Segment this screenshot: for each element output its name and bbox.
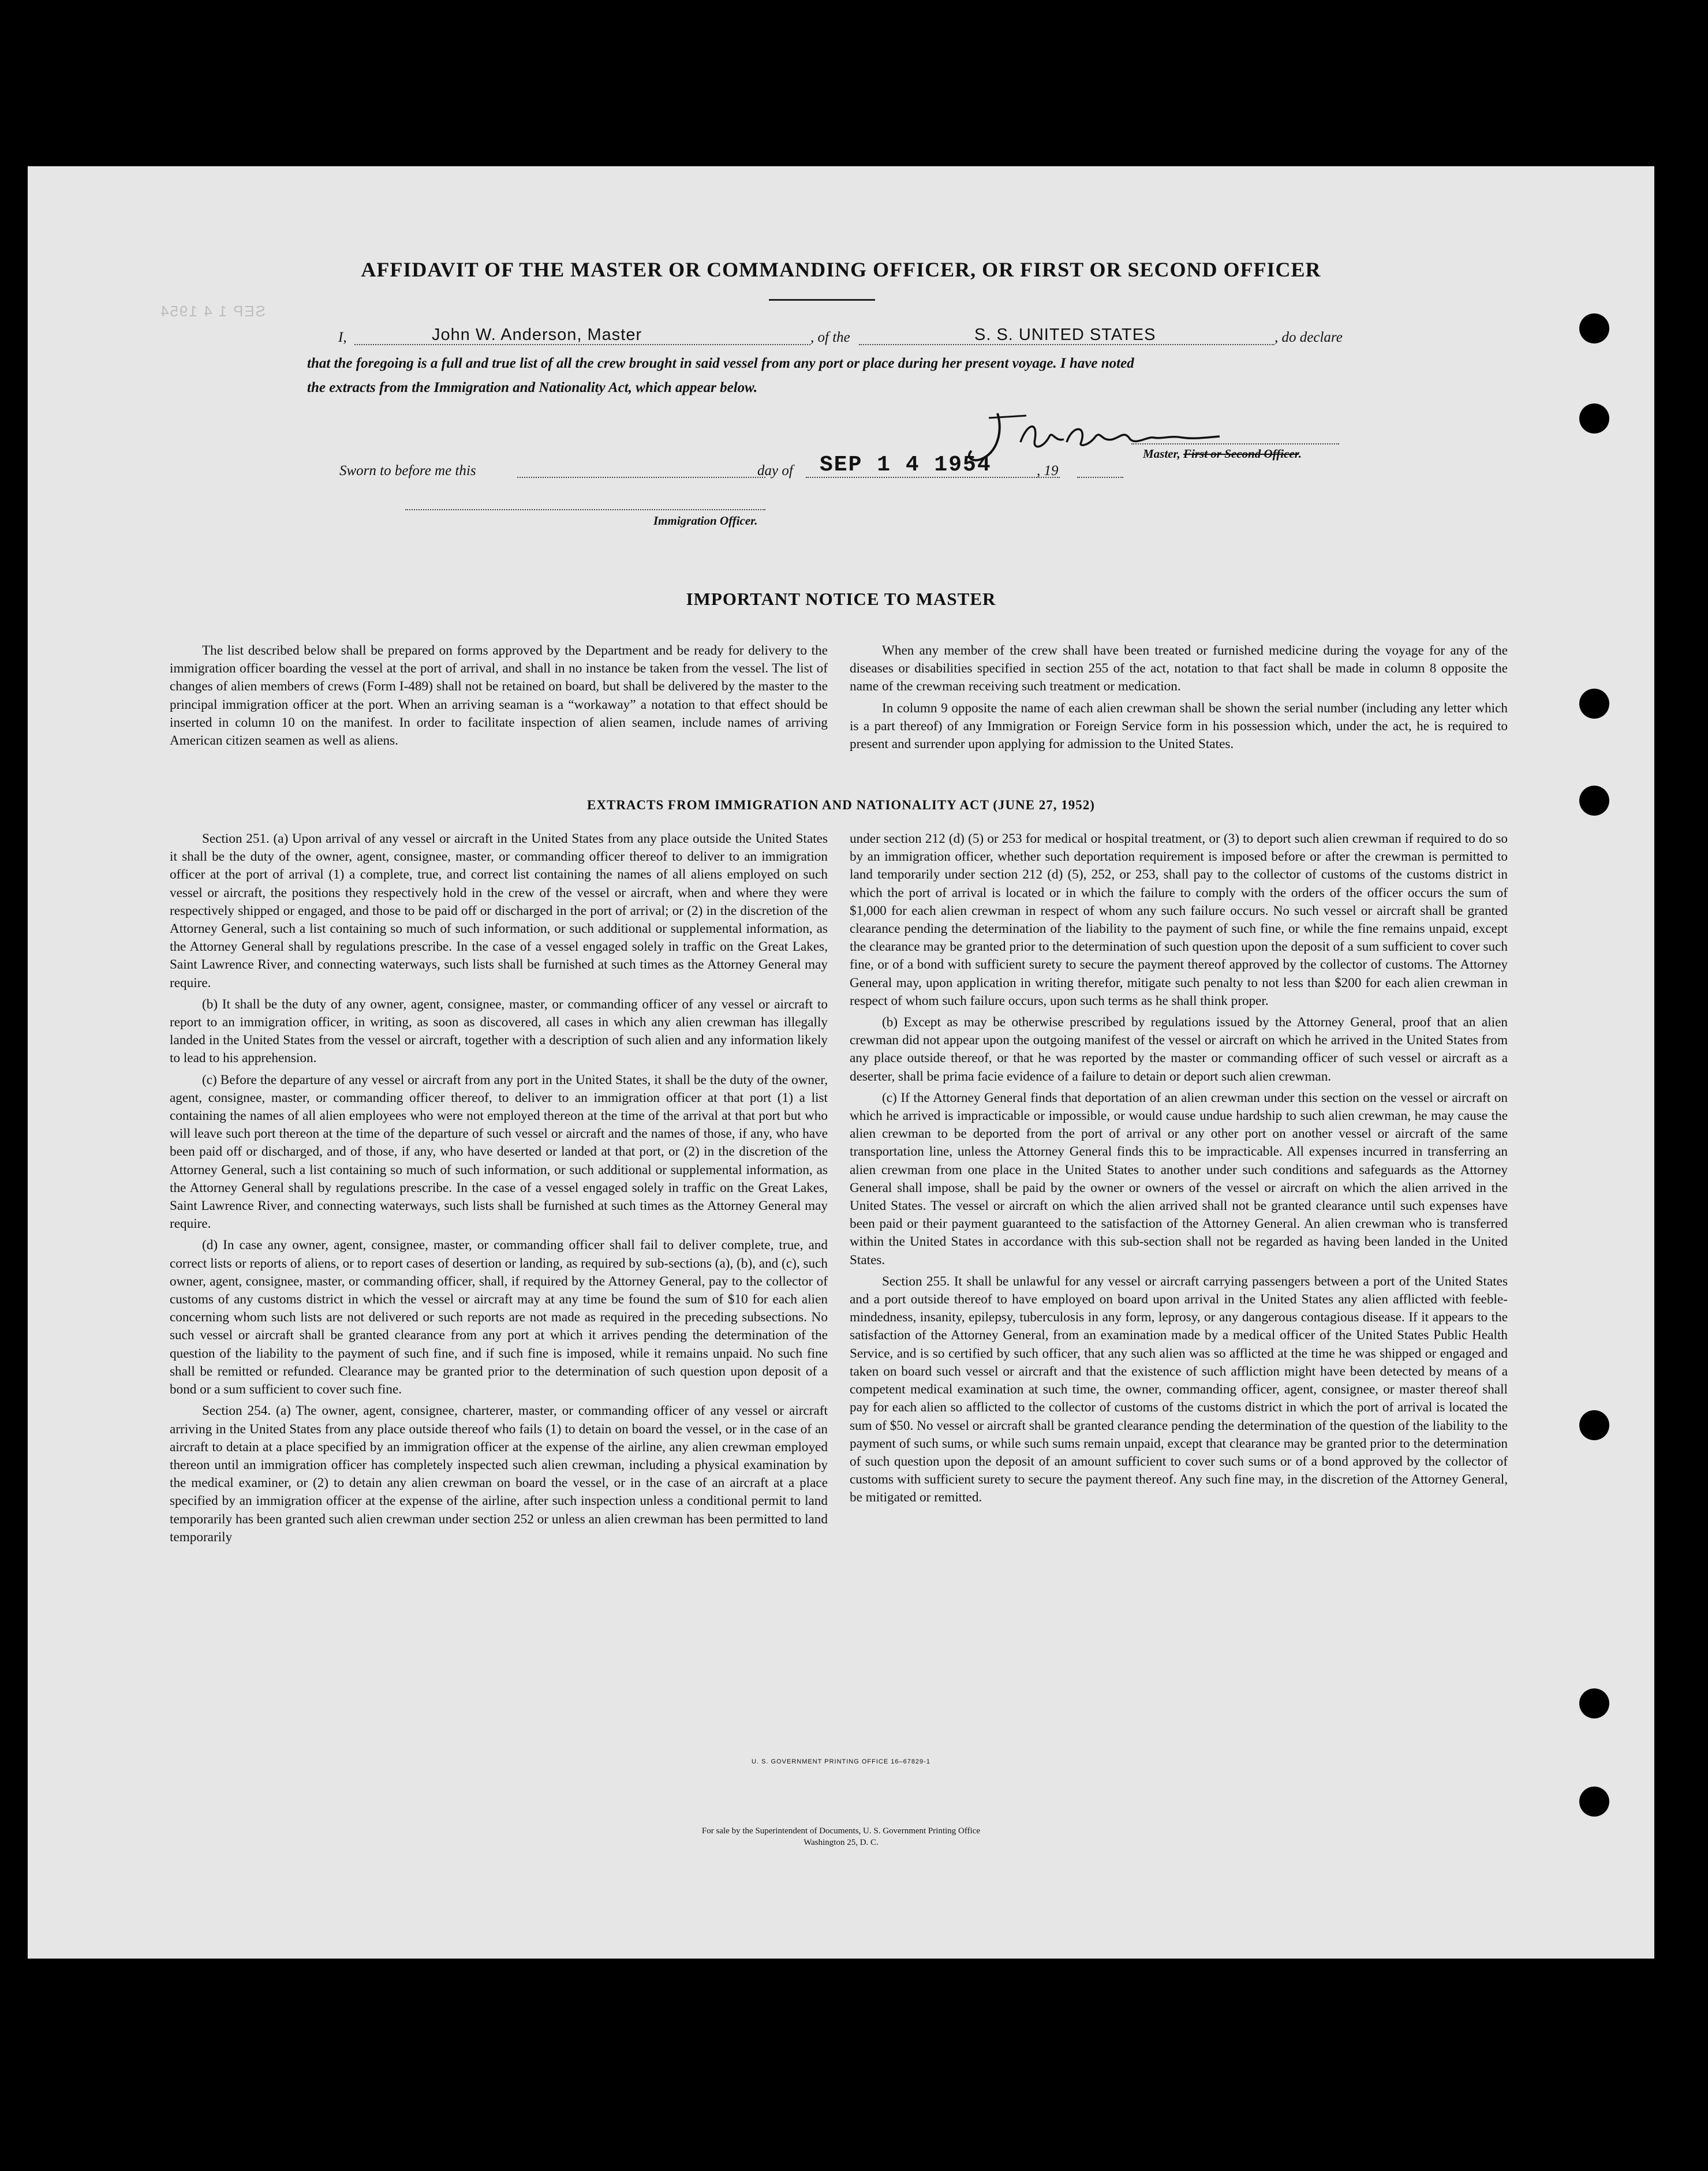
notice-heading: IMPORTANT NOTICE TO MASTER xyxy=(686,589,996,609)
signature-underline xyxy=(1131,443,1339,444)
i-label: I, xyxy=(338,330,347,345)
punch-hole xyxy=(1579,689,1609,719)
printing-office-line: U. S. GOVERNMENT PRINTING OFFICE 16–67829-1 xyxy=(752,1758,930,1765)
sale-line-2: Washington 25, D. C. xyxy=(803,1838,879,1847)
declarant-name: John W. Anderson, Master xyxy=(432,326,642,344)
officer-signature-underline xyxy=(405,509,765,510)
vessel-name: S. S. UNITED STATES xyxy=(974,326,1156,344)
notice-right-paragraph-2: In column 9 opposite the name of each alien crewman shall be shown the serial number (including any letter which is a part thereof) of any Immigration or Foreign Service form in his possession which, under the act, he is required to present and surrender upon applying for admission to the United States. xyxy=(850,700,1508,752)
notice-right-paragraph-1: When any member of the crew shall have been treated or furnished medicine during the voyage for any of the diseases or disabilities specified in section 255 of the act, notation to that fact shall be made in column 8 opposite the name of the crewman receiving such treatment or medication. xyxy=(850,643,1508,694)
section-251-b: (b) It shall be the duty of any owner, agent, consignee, master, or commanding officer of any vessel or aircraft to report to an immigration officer, in writing, as soon as discovered, all cases in which any alien crewman has illegally landed in the United States from the vessel or aircraft, together with a description of such alien and any information likely to lead to his apprehension. xyxy=(170,996,828,1066)
officer-caption: Immigration Officer. xyxy=(653,514,758,528)
year-underline xyxy=(1077,477,1123,478)
master-caption xyxy=(1143,447,1302,461)
master-caption-prefix: Master, xyxy=(1143,447,1184,461)
title-rule xyxy=(769,299,875,301)
notice-right-column xyxy=(850,642,1508,757)
section-254-c: (c) If the Attorney General finds that deportation of an alien crewman under this section on the vessel or aircraft on which he arrived is impracticable or impossible, or would cause undue hardship to such alien crewman, he may cause the alien crewman to be deported from the port of arrival or any other port on another vessel or aircraft of the same transportation line, unless the Attorney General finds this to be impracticable. All expenses incurred in transferring an alien crewman from one place in the United States to another under such conditions and safeguards as the Attorney General shall impose, shall be paid by the owner or owners of the vessel or aircraft on which the alien arrived in the United States. The vessel or aircraft on which the alien arrived shall not be granted clearance until such expenses have been paid or their payment guaranteed to the satisfaction of the Attorney General. An alien crewman who is transferred within the United States in accordance with this sub-section shall not be regarded as having been landed in the United States. xyxy=(850,1090,1508,1268)
punch-hole xyxy=(1579,786,1609,816)
extracts-right-column xyxy=(850,830,1508,1511)
punch-hole xyxy=(1579,403,1609,434)
declaration-line-2: that the foregoing is a full and true list of all the crew brought in said vessel from any port or place during her present voyage. I have noted xyxy=(307,356,1134,371)
declaration-line-3: the extracts from the Immigration and Nationality Act, which appear below. xyxy=(307,380,758,395)
date-stamp: SEP 1 4 1954 xyxy=(820,453,992,477)
punch-hole xyxy=(1579,1410,1609,1440)
affidavit-document xyxy=(28,166,1654,1959)
master-caption-suffix: . xyxy=(1298,447,1302,461)
do-declare-label: , do declare xyxy=(1275,330,1343,345)
section-254-a: Section 254. (a) The owner, agent, consignee, charterer, master, or commanding officer of any vessel or aircraft arriving in the United States from any place outside thereof who fails (1) to detain on board the vessel, or in the case of an aircraft to detain at a place specified by an immigration officer at the expense of the airline, any alien crewman employed thereon until an immigration officer has completely inspected such alien crewman, including a physical examination by the medical examiner, or (2) to detain any alien crewman on board the vessel, or in the case of an aircraft at a place specified by an immigration officer at the expense of the airline, after such inspection unless a conditional permit to land temporarily has been granted such alien crewman under section 252 or unless an alien crewman has been permitted to land temporarily xyxy=(170,1403,828,1545)
day-of-label: day of xyxy=(757,463,793,479)
of-the-label: , of the xyxy=(810,330,850,345)
sale-line-1: For sale by the Superintendent of Documents, U. S. Government Printing Office xyxy=(701,1826,981,1836)
extracts-heading: EXTRACTS FROM IMMIGRATION AND NATIONALITY ACT (JUNE 27, 1952) xyxy=(587,798,1095,812)
extracts-left-column xyxy=(170,830,828,1550)
master-caption-struck: First or Second Officer xyxy=(1183,447,1299,461)
section-254-a-continued: under section 212 (d) (5) or 253 for medical or hospital treatment, or (3) to deport such alien crewman if required to do so by an immigration officer, whether such deportation requirement is imposed before or after the crewman is permitted to land temporarily under section 212 (d) (5), 252, or 253, shall pay to the collector of customs of the customs district in which the port of arrival is located or in which the failure to comply with the orders of the officer occurs the sum of $1,000 for each alien crewman in respect of whom any such failure occurs. No such vessel or aircraft shall be granted clearance pending the determination of the liability to the payment of such fine, or while the fine remains unpaid, except the clearance may be granted prior to the determination of such question upon the deposit of a sum sufficient to cover such fine, or of a bond with sufficient surety to secure the payment thereof approved by the collector of customs. The Attorney General may, upon application in writing therefor, mitigate such penalty to not less than $200 for each alien crewman in respect of whom such failure occurs, upon such terms as he shall think proper. xyxy=(850,831,1508,1008)
section-255: Section 255. It shall be unlawful for any vessel or aircraft carrying passengers between a port of the United States and a port outside thereof to have employed on board upon arrival in the United States any alien afflicted with feeble-mindedness, insanity, epilepsy, tuberculosis in any form, leprosy, or any dangerous contagious disease. If it appears to the satisfaction of the Attorney General, from an examination made by a medical officer of the United States Public Health Service, and is so certified by such officer, that any such alien was so afflicted at the time he was shipped or engaged and taken on board such vessel or aircraft and that the existence of such affliction might have been detected by means of a competent medical examination at such time, the owner, commanding officer, agent, consignee, or master thereof shall pay for each alien so afflicted to the collector of customs of the customs district in which the port of arrival is located the sum of $50. No vessel or aircraft shall be granted clearance pending the determination of the question of the liability to the payment of such sums, or while such sums remain unpaid, except that clearance may be granted prior to the determination of such question upon the deposit of an amount sufficient to cover such sums or of a bond approved by the collector of customs with sufficient surety to secure the payment thereof. Any such fine may, in the discretion of the Attorney General, be mitigated or remitted. xyxy=(850,1273,1508,1505)
notice-left-column xyxy=(170,642,828,753)
notice-left-paragraph: The list described below shall be prepared on forms approved by the Department and be ready for delivery to the immigration officer boarding the vessel at the port of arrival, and shall in no instance be taken from the vessel. The list of changes of alien members of crews (Form I-489) shall not be retained on board, but shall be delivered by the master to the principal immigration officer at the port. When an arriving seaman is a “workaway” a notation to that effect should be inserted in column 10 on the manifest. In order to facilitate inspection of alien seamen, include names of arriving American citizen seamen as well as aliens. xyxy=(170,643,828,749)
section-251-c: (c) Before the departure of any vessel or aircraft from any port in the United States, it shall be the duty of the owner, agent, consignee, master, or commanding officer thereof, to deliver to an immigration officer at that port (1) a list containing the names of all alien employees who were not employed thereon at the time of the arrival at that port but who will leave such port thereon at the time of the departure of such vessel or aircraft and the names of those, if any, who have been paid off or discharged, and of those, if any, who have deserted or landed at that port, or (2) in the discretion of the Attorney General, such a list containing so much of such information, or such additional or supplemental information, as the Attorney General shall by regulations prescribe. In the case of a vessel engaged solely in traffic on the Great Lakes, Saint Lawrence River, and connecting waterways, such lists shall be furnished at such times as the Attorney General may require. xyxy=(170,1072,828,1232)
sale-notice xyxy=(28,1825,1654,1848)
sworn-day-underline xyxy=(517,477,765,478)
punch-hole xyxy=(1579,1688,1609,1718)
affidavit-title: AFFIDAVIT OF THE MASTER OR COMMANDING OFFICER, OR FIRST OR SECOND OFFICER xyxy=(361,258,1321,281)
year-label: , 19 xyxy=(1037,463,1059,479)
sworn-label: Sworn to before me this xyxy=(339,463,476,479)
section-254-b: (b) Except as may be otherwise prescribed by regulations issued by the Attorney General, proof that an alien crewman did not appear upon the outgoing manifest of the vessel or aircraft on which he arrived in the United States from any place outside thereof, or that he was reported by the master or commanding officer of such vessel or aircraft as a deserter, shall be prima facie evidence of a failure to detain or deport such alien crewman. xyxy=(850,1015,1508,1084)
section-251-d: (d) In case any owner, agent, consignee, master, or commanding officer shall fail to deliver complete, true, and correct lists or reports of aliens, or to report cases of desertion or landing, as required by sub-sections (a), (b), and (c), such owner, agent, consignee, master, or commanding officer, shall, if required by the Attorney General, pay to the collector of customs of any customs district in which the vessel or aircraft may at any time be found the sum of $10 for each alien concerning whom such lists are not delivered or such reports are not made as required in the preceding subsections. No such vessel or aircraft shall be granted clearance from any port at which it arrives pending the determination of the question of the liability to the payment of such fine, and if such fine is imposed, while it remains unpaid. No such fine shall be remitted or refunded. Clearance may be granted prior to the determination of such question upon deposit of a bond or a sum sufficient to cover such fine. xyxy=(170,1238,828,1397)
section-251-a: Section 251. (a) Upon arrival of any vessel or aircraft in the United States from any place outside the United States it shall be the duty of the owner, agent, consignee, master, or commanding officer thereof to deliver to an immigration officer at the port of arrival (1) a complete, true, and correct list containing the names of all aliens employed on such vessel or aircraft, the positions they respectively hold in the crew of the vessel or aircraft, when and where they were respectively shipped or engaged, and those to be paid off or discharged in the port of arrival; or (2) in the discretion of the Attorney General, such a list containing so much of such information, or such additional or supplemental information, as the Attorney General shall by regulations prescribe. In the case of a vessel engaged solely in traffic on the Great Lakes, Saint Lawrence River, and connecting waterways, such lists shall be furnished at such times as the Attorney General may require. xyxy=(170,831,828,991)
punch-hole xyxy=(1579,313,1609,343)
margin-stamp: SEP 1 4 1954 xyxy=(159,302,266,320)
punch-hole xyxy=(1579,1787,1609,1817)
